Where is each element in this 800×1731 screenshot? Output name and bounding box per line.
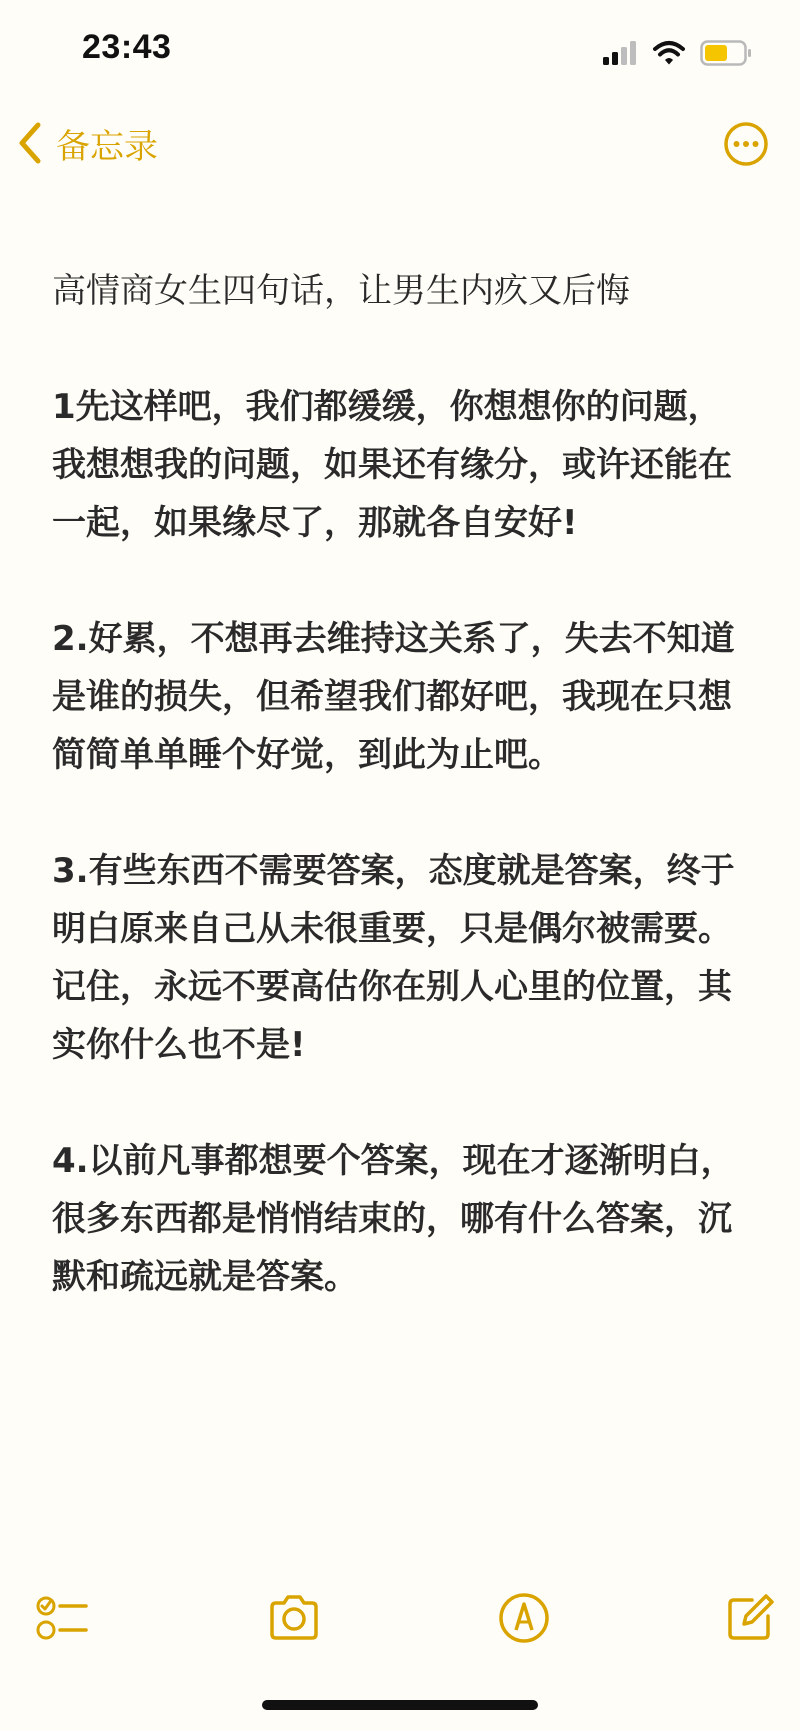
status-icons: [602, 38, 752, 68]
wifi-icon: [652, 40, 686, 66]
markup-button[interactable]: [496, 1590, 552, 1646]
chevron-left-icon: [16, 121, 44, 165]
note-paragraph-1: 1先这样吧，我们都缓缓，你想想你的问题，我想想我的问题，如果还有缘分，或许还能在一起，如果缘尽了，那就各自安好!: [52, 387, 732, 543]
camera-icon: [266, 1590, 322, 1646]
camera-button[interactable]: [266, 1590, 322, 1646]
status-bar: [0, 0, 800, 100]
note-paragraph-2: 2.好累，不想再去维持这关系了，失去不知道是谁的损失，但希望我们都好吧，我现在只想简简单单睡个好觉，到此为止吧。: [52, 619, 735, 775]
note-body[interactable]: [52, 262, 752, 1306]
ellipsis-circle-icon: [722, 120, 770, 168]
bottom-toolbar: [0, 1580, 800, 1660]
note-paragraph-3: 3.有些东西不需要答案，态度就是答案，终于明白原来自己从未很重要，只是偶尔被需要。记住，永远不要高估你在别人心里的位置，其实你什么也不是!: [52, 851, 735, 1065]
nav-bar: [0, 108, 800, 178]
home-indicator[interactable]: [262, 1700, 538, 1710]
note-title: 高情商女生四句话，让男生内疚又后悔: [52, 271, 630, 311]
back-label: 备忘录: [56, 126, 158, 167]
back-button[interactable]: [16, 116, 158, 170]
checklist-button[interactable]: [34, 1590, 90, 1646]
battery-icon: [700, 40, 752, 66]
note-paragraph-4: 4.以前凡事都想要个答案，现在才逐渐明白，很多东西都是悄悄结束的，哪有什么答案，沉默和疏远就是答案。: [52, 1141, 735, 1297]
compose-icon: [722, 1590, 778, 1646]
more-button[interactable]: [722, 120, 770, 168]
compose-button[interactable]: [722, 1590, 778, 1646]
cellular-signal-icon: [602, 41, 638, 65]
markup-pen-icon: [496, 1590, 552, 1646]
status-time: 23:43: [82, 28, 172, 66]
checklist-icon: [34, 1590, 90, 1646]
